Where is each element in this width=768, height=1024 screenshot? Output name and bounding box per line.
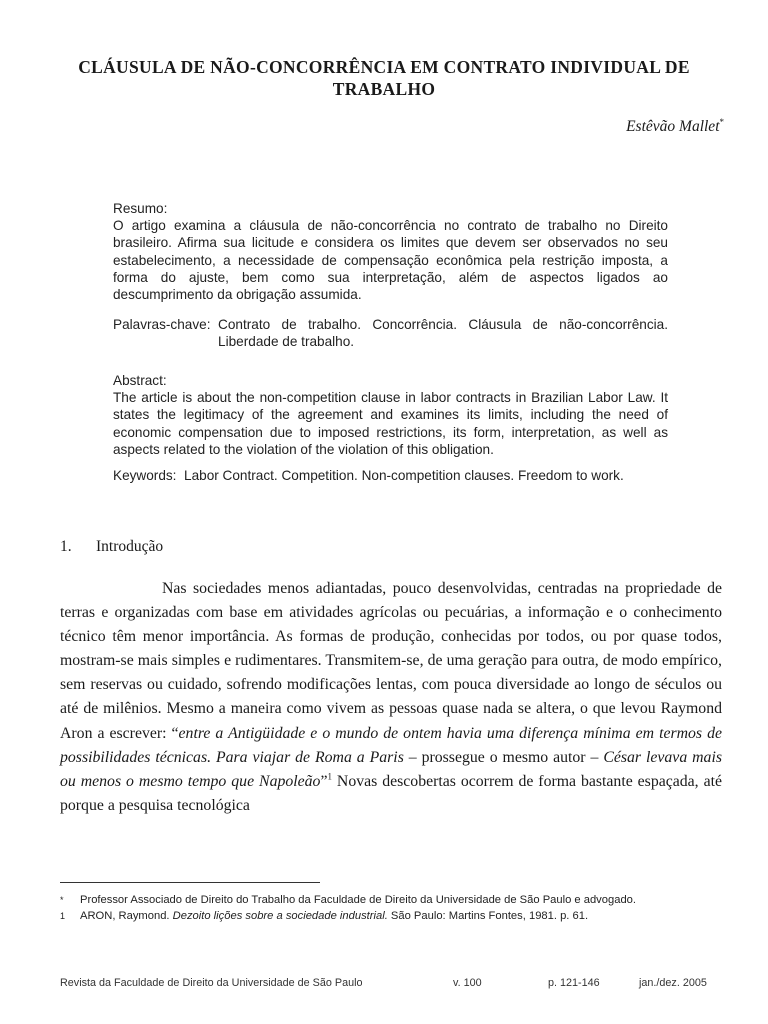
footnote-author — [60, 893, 722, 909]
section-heading — [60, 538, 163, 556]
palavras-chave-label: Palavras-chave: — [113, 317, 219, 332]
abstract-block — [113, 372, 668, 458]
author-line — [626, 117, 724, 136]
footer-pages: p. 121-146 — [548, 977, 600, 989]
footnote-citation-author: ARON, Raymond. — [80, 909, 173, 922]
footnote-citation-title: Dezoito lições sobre a sociedade industrial. — [172, 909, 388, 922]
resumo-heading: Resumo: — [113, 201, 168, 216]
footnote-mark: 1 — [60, 910, 66, 921]
resumo-block — [113, 200, 668, 303]
footnote-separator — [60, 882, 320, 883]
footnote-1 — [60, 909, 722, 925]
author-name: Estêvão Mallet — [626, 118, 720, 136]
resumo-text: O artigo examina a cláusula de não-concorrência no contrato de trabalho no Direito brasileiro. Afirma sua licitude e considera os limites que devem ser observados no seu estabelecimento, a necessidade de compensação econômica pela restrição imposta, a forma do ajuste, bem como sua interpretação, além de aspectos ligados ao descumprimento da obrigação assumida. — [113, 218, 668, 303]
footnote-text — [80, 909, 722, 925]
quote-aron-2: César levava mais ou menos o mesmo tempo que Napoleão — [60, 748, 722, 790]
abstract-text: The article is about the non-competition clause in labor contracts in Brazilian Labor Law. It states the legitimacy of the agreement and examines its limits, including the need of economic compensation due to imposed restrictions, its form, interpretation, as well as aspects related to the violation of the violation of this obligation. — [113, 390, 668, 457]
keywords-text: Labor Contract. Competition. Non-competition clauses. Freedom to work. — [184, 468, 624, 483]
article-title: CLÁUSULA DE NÃO-CONCORRÊNCIA EM CONTRATO INDIVIDUAL DE TRABALHO — [78, 57, 690, 99]
footer-volume: v. 100 — [453, 977, 482, 989]
keywords-label: Keywords: — [113, 468, 185, 483]
quote-aron-1: entre a Antigüidade e o mundo de ontem havia uma diferença mínima em termos de possibilidades técnicas. Para viajar de Roma a Paris — [60, 724, 722, 766]
footnote-ref-1[interactable]: 1 — [327, 771, 332, 782]
palavras-chave-text: Contrato de trabalho. Concorrência. Cláusula de não-concorrência. Liberdade de trabalho. — [218, 317, 668, 350]
section-title: Introdução — [96, 538, 164, 555]
body-text-p2: Novas descobertas ocorrem de forma bastante espaçada, até porque a pesquisa tecnológica — [60, 772, 722, 814]
footnote-mark: * — [60, 895, 64, 905]
body-paragraph — [60, 577, 722, 818]
section-number: 1. — [60, 538, 72, 555]
quote-close: ” — [320, 772, 328, 790]
palavras-chave-block — [113, 316, 668, 350]
footer-journal: Revista da Faculdade de Direito da Universidade de São Paulo — [60, 977, 363, 989]
footer-date: jan./dez. 2005 — [639, 977, 707, 989]
footnotes — [60, 893, 722, 924]
body-text-mid: – prossegue o mesmo autor – — [403, 748, 604, 766]
abstract-heading: Abstract: — [113, 373, 167, 388]
footnote-text: Professor Associado de Direito do Trabalho da Faculdade de Direito da Universidade de São Paulo e advogado. — [80, 894, 636, 906]
footnote-citation-rest: São Paulo: Martins Fontes, 1981. p. 61. — [387, 909, 589, 922]
author-footnote-mark[interactable]: * — [719, 117, 724, 127]
body-text-p1: Nas sociedades menos adiantadas, pouco desenvolvidas, centradas na propriedade de terras e organizadas com base em atividades agrícolas ou pecuárias, a informação e o conhecimento técnico têm menor importância. As formas de produção, conhecidas por todos, ou por quase todos, mostram-se mais simples e rudimentares. Transmitem-se, de uma geração para outra, de modo empírico, sem reservas ou cuidado, sofrendo modificações lentas, com pouca diversidade ao longo de séculos ou até de milênios. Mesmo a maneira como vivem as pessoas quase nada se altera, o que levou Raymond Aron a escrever: “ — [60, 580, 722, 742]
keywords-block — [113, 467, 668, 484]
